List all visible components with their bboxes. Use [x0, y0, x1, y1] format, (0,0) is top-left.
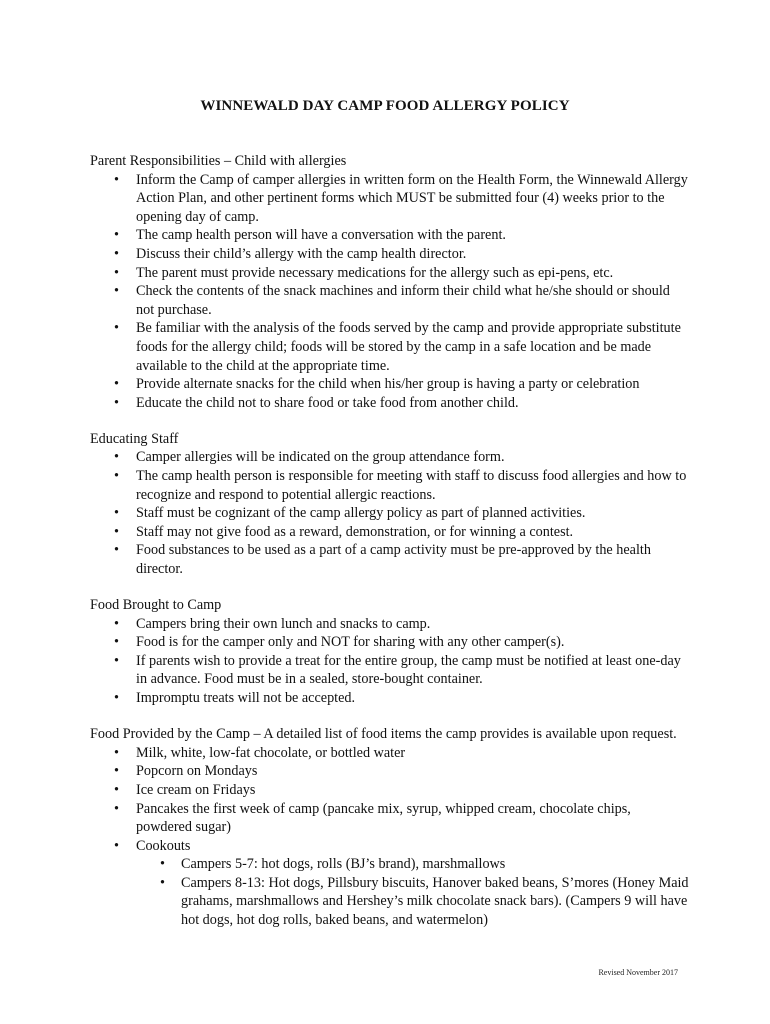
list-item: • Impromptu treats will not be accepted.	[90, 689, 690, 708]
policy-content	[90, 152, 690, 947]
list-item: • Food is for the camper only and NOT for sharing with any other camper(s).	[90, 633, 690, 652]
section-parent-responsibilities	[90, 152, 690, 412]
list-item: • Ice cream on Fridays	[90, 781, 690, 800]
section-food-provided-by-camp	[90, 725, 690, 930]
section-food-brought-to-camp	[90, 596, 690, 708]
list-item: • Campers bring their own lunch and snacks to camp.	[90, 615, 690, 634]
bullet-list	[90, 744, 690, 930]
revision-note: Revised November 2017	[598, 968, 678, 977]
section-heading: Parent Responsibilities – Child with allergies	[90, 153, 347, 169]
list-item: • Food substances to be used as a part of a camp activity must be pre-approved by the health director.	[90, 541, 690, 578]
list-item: • Milk, white, low-fat chocolate, or bottled water	[90, 744, 690, 763]
sub-list-item: • Campers 5-7: hot dogs, rolls (BJ’s brand), marshmallows	[136, 855, 690, 874]
list-item: • Popcorn on Mondays	[90, 762, 690, 781]
section-heading: Food Brought to Camp	[90, 597, 222, 614]
list-item-label: Cookouts	[136, 837, 191, 854]
list-item: • Check the contents of the snack machines and inform their child what he/she should or should not purchase.	[90, 282, 690, 319]
section-heading: Educating Staff	[90, 430, 179, 447]
list-item: • Pancakes the first week of camp (pancake mix, syrup, whipped cream, chocolate chips, powdered sugar)	[90, 800, 690, 837]
list-item: • Camper allergies will be indicated on the group attendance form.	[90, 448, 690, 467]
list-item: • Be familiar with the analysis of the foods served by the camp and provide appropriate substitute foods for the allergy child; foods will be stored by the camp in a safe location and be made available to the child at the appropriate time.	[90, 319, 690, 375]
list-item: • Educate the child not to share food or take food from another child.	[90, 394, 690, 413]
section-heading: Food Provided by the Camp – A detailed list of food items the camp provides is available upon request.	[90, 726, 677, 743]
list-item: • Staff must be cognizant of the camp allergy policy as part of planned activities.	[90, 504, 690, 523]
list-item: • The parent must provide necessary medications for the allergy such as epi-pens, etc.	[90, 264, 690, 283]
bullet-list	[90, 448, 690, 578]
list-item: • Inform the Camp of camper allergies in written form on the Health Form, the Winnewald Allergy Action Plan, and other pertinent forms which MUST be submitted four (4) weeks prior to the opening day of camp.	[90, 171, 690, 227]
cookouts-sublist	[136, 855, 690, 929]
section-educating-staff	[90, 430, 690, 579]
page-title: WINNEWALD DAY CAMP FOOD ALLERGY POLICY	[200, 98, 570, 114]
list-item: • Discuss their child’s allergy with the camp health director.	[90, 245, 690, 264]
list-item: • If parents wish to provide a treat for the entire group, the camp must be notified at least one-day in advance. Food must be in a sealed, store-bought container.	[90, 652, 690, 689]
list-item-cookouts	[90, 837, 690, 930]
list-item: • The camp health person will have a conversation with the parent.	[90, 226, 690, 245]
bullet-list	[90, 615, 690, 708]
sub-list-item: • Campers 8-13: Hot dogs, Pillsbury biscuits, Hanover baked beans, S’mores (Honey Maid grahams, marshmallows and Hershey’s milk chocolate snack bars). (Campers 9 will have hot dogs, hot dog rolls, baked beans, and watermelon)	[136, 874, 690, 930]
list-item: • Provide alternate snacks for the child when his/her group is having a party or celebration	[90, 375, 690, 394]
bullet-list	[90, 171, 690, 413]
list-item: • The camp health person is responsible for meeting with staff to discuss food allergies and how to recognize and respond to potential allergic reactions.	[90, 467, 690, 504]
list-item: • Staff may not give food as a reward, demonstration, or for winning a contest.	[90, 523, 690, 542]
